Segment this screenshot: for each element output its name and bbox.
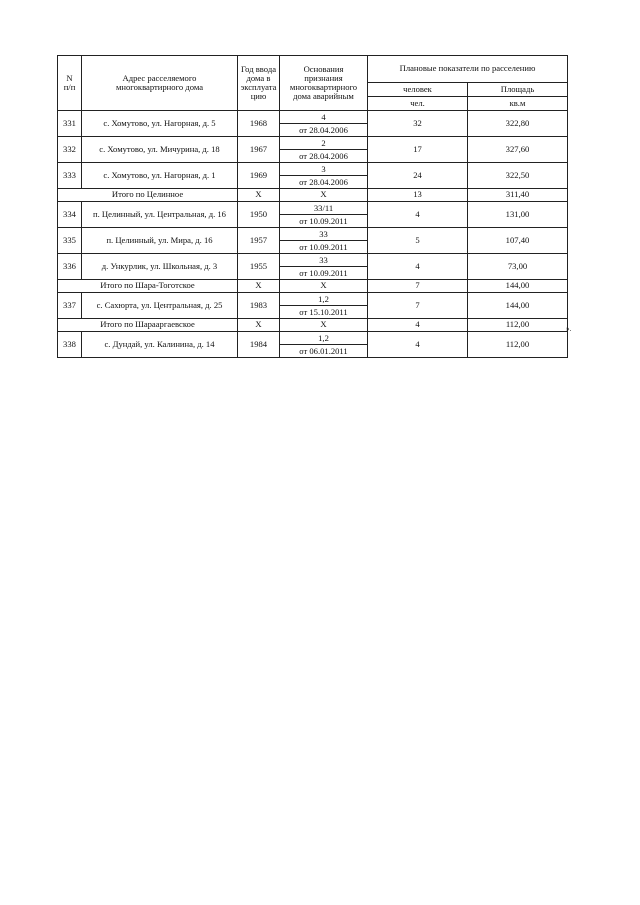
row-basis: [280, 163, 368, 189]
basis-date: от 10.09.2011: [299, 242, 348, 252]
table-row: [58, 137, 568, 163]
row-year: 1957: [238, 228, 280, 254]
subtotal-basis: X: [280, 280, 368, 293]
table-row: [58, 293, 568, 319]
table-row: [58, 228, 568, 254]
row-address: с. Сахюрта, ул. Центральная, д. 25: [82, 293, 238, 319]
row-basis: [280, 111, 368, 137]
row-year: 1967: [238, 137, 280, 163]
basis-date: от 06.01.2011: [299, 346, 348, 356]
table-row: [58, 332, 568, 358]
row-address: п. Целинный, ул. Центральная, д. 16: [82, 202, 238, 228]
row-address: п. Целинный, ул. Мира, д. 16: [82, 228, 238, 254]
header-area-unit: кв.м: [468, 97, 568, 111]
basis-number: 3: [280, 163, 367, 176]
row-num: 338: [58, 332, 82, 358]
row-year: 1969: [238, 163, 280, 189]
row-people: 17: [368, 137, 468, 163]
basis-date: от 10.09.2011: [299, 216, 348, 226]
row-address: с. Хомутово, ул. Нагорная, д. 1: [82, 163, 238, 189]
row-basis: [280, 202, 368, 228]
header-area: Площадь: [468, 83, 568, 97]
subtotal-people: 4: [368, 319, 468, 332]
subtotal-label: Итого по Целинное: [58, 189, 238, 202]
resettlement-table: [57, 55, 568, 358]
row-num: 337: [58, 293, 82, 319]
row-basis: [280, 254, 368, 280]
subtotal-area: 112,00: [468, 319, 568, 332]
header-num: N п/п: [58, 56, 82, 111]
header-year: Год ввода дома в эксплуата цию: [238, 56, 280, 111]
subtotal-basis: X: [280, 189, 368, 202]
row-area: 73,00: [468, 254, 568, 280]
row-basis: [280, 228, 368, 254]
subtotal-row: [58, 280, 568, 293]
end-mark: ».: [566, 325, 572, 333]
basis-date: от 10.09.2011: [299, 268, 348, 278]
row-people: 32: [368, 111, 468, 137]
table-row: [58, 202, 568, 228]
row-basis: [280, 332, 368, 358]
row-address: с. Хомутово, ул. Мичурина, д. 18: [82, 137, 238, 163]
row-area: 322,50: [468, 163, 568, 189]
row-people: 4: [368, 202, 468, 228]
row-people: 4: [368, 332, 468, 358]
row-area: 144,00: [468, 293, 568, 319]
row-people: 7: [368, 293, 468, 319]
basis-number: 33: [280, 254, 367, 267]
row-num: 334: [58, 202, 82, 228]
subtotal-people: 13: [368, 189, 468, 202]
subtotal-people: 7: [368, 280, 468, 293]
row-basis: [280, 293, 368, 319]
subtotal-row: [58, 189, 568, 202]
row-address: д. Ункурлик, ул. Школьная, д. 3: [82, 254, 238, 280]
subtotal-row: [58, 319, 568, 332]
basis-date: от 28.04.2006: [299, 177, 348, 187]
table-row: [58, 254, 568, 280]
row-num: 331: [58, 111, 82, 137]
header-people: человек: [368, 83, 468, 97]
table-header: [58, 56, 568, 111]
subtotal-basis: X: [280, 319, 368, 332]
row-area: 327,60: [468, 137, 568, 163]
subtotal-year: X: [238, 280, 280, 293]
subtotal-area: 311,40: [468, 189, 568, 202]
table-row: [58, 111, 568, 137]
subtotal-year: X: [238, 189, 280, 202]
table-body: [58, 111, 568, 358]
basis-number: 4: [280, 111, 367, 124]
row-people: 24: [368, 163, 468, 189]
basis-number: 33: [280, 228, 367, 241]
basis-date: от 28.04.2006: [299, 151, 348, 161]
basis-number: 1,2: [280, 332, 367, 345]
row-people: 5: [368, 228, 468, 254]
row-address: с. Хомутово, ул. Нагорная, д. 5: [82, 111, 238, 137]
row-year: 1950: [238, 202, 280, 228]
header-basis: Основания признания многоквартирного дома аварийным: [280, 56, 368, 111]
row-year: 1955: [238, 254, 280, 280]
header-address: Адрес расселяемого многоквартирного дома: [82, 56, 238, 111]
row-address: с. Дундай, ул. Калинина, д. 14: [82, 332, 238, 358]
table-row: [58, 163, 568, 189]
header-people-unit: чел.: [368, 97, 468, 111]
row-num: 335: [58, 228, 82, 254]
subtotal-label: Итого по Шара-Тоготское: [58, 280, 238, 293]
row-people: 4: [368, 254, 468, 280]
row-area: 107,40: [468, 228, 568, 254]
row-year: 1968: [238, 111, 280, 137]
basis-date: от 15.10.2011: [299, 307, 348, 317]
subtotal-label: Итого по Шарааргаевское: [58, 319, 238, 332]
row-num: 336: [58, 254, 82, 280]
subtotal-year: X: [238, 319, 280, 332]
row-year: 1983: [238, 293, 280, 319]
basis-number: 2: [280, 137, 367, 150]
row-num: 332: [58, 137, 82, 163]
row-area: 131,00: [468, 202, 568, 228]
row-basis: [280, 137, 368, 163]
basis-number: 33/11: [280, 202, 367, 215]
header-plan: Плановые показатели по расселению: [368, 56, 568, 83]
row-num: 333: [58, 163, 82, 189]
row-area: 112,00: [468, 332, 568, 358]
basis-number: 1,2: [280, 293, 367, 306]
row-area: 322,80: [468, 111, 568, 137]
subtotal-area: 144,00: [468, 280, 568, 293]
basis-date: от 28.04.2006: [299, 125, 348, 135]
row-year: 1984: [238, 332, 280, 358]
